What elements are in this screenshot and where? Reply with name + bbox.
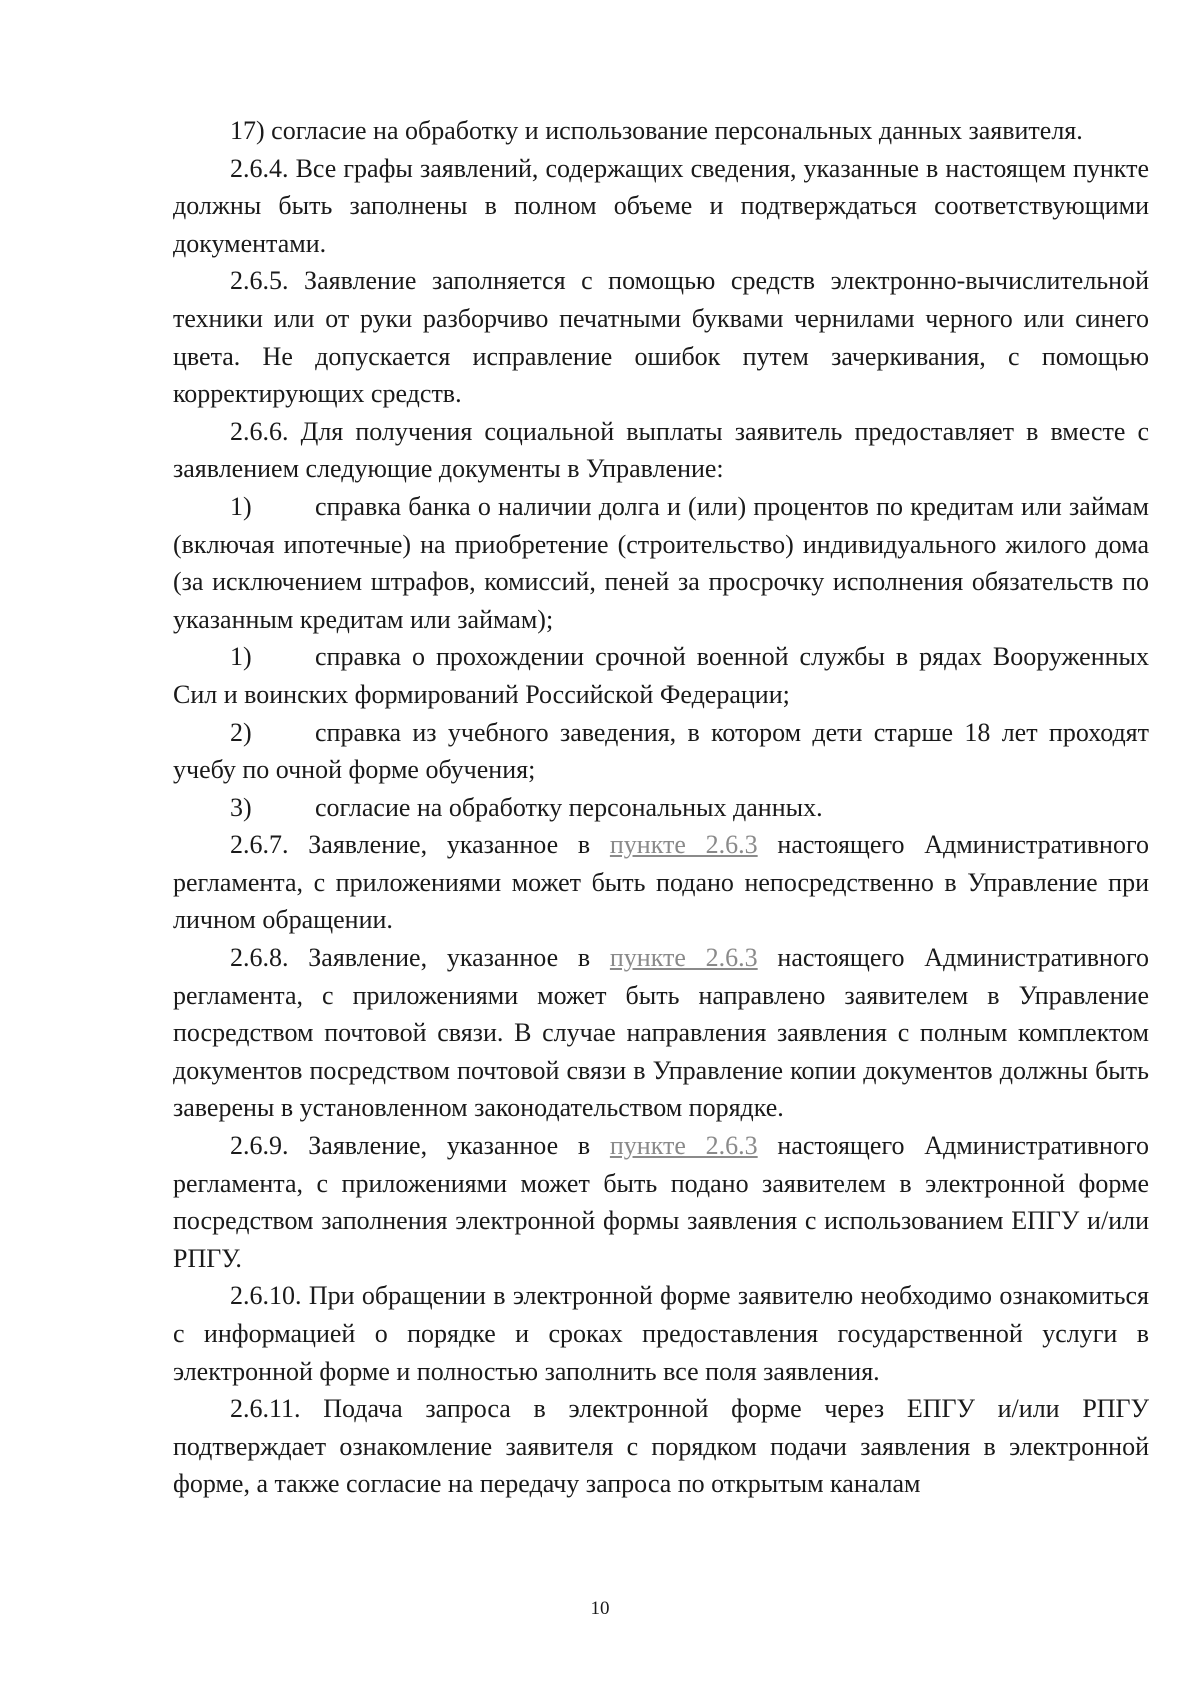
clause-2-6-3-link[interactable]: пункте 2.6.3	[609, 1131, 758, 1161]
paragraph-2-6-6: 2.6.6. Для получения социальной выплаты заявитель предоставляет в вместе с заявлением следующие документы в Управление:	[173, 416, 1149, 484]
paragraph-2-6-4: 2.6.4. Все графы заявлений, содержащих сведения, указанные в настоящем пункте должны быть заполнены в полном объеме и подтверждаться соответствующими документами.	[173, 153, 1149, 258]
paragraph-text: настоящего Административного регламента, с приложениями может быть направлено заявителем в Управление посредством почтовой связи. В случае направления заявления с полным комплектом документов посредством почтовой связи в Управление копии документов должны быть заверены в установленном законодательством порядке.	[173, 943, 1149, 1123]
paragraph-2-6-11: 2.6.11. Подача запроса в электронной форме через ЕПГУ и/или РПГУ подтверждает ознакомление заявителя с порядком подачи заявления в электронной форме, а также согласие на передачу запроса по открытым каналам	[173, 1394, 1149, 1499]
paragraph-text: настоящего Административного регламента, с приложениями может быть подано заявителем в электронной форме посредством заполнения электронной формы заявления с использованием ЕПГУ и/или РПГУ.	[173, 1131, 1149, 1273]
paragraph-17: 17) согласие на обработку и использование персональных данных заявителя.	[230, 116, 1083, 145]
list-item	[173, 714, 1149, 789]
paragraph-text: 2.6.8. Заявление, указанное в	[230, 943, 610, 973]
paragraph-text: 2.6.9. Заявление, указанное в	[230, 1131, 610, 1161]
list-item-number: 1)	[230, 491, 252, 521]
paragraph-2-6-8	[173, 939, 1149, 1127]
clause-2-6-3-link[interactable]: пункте 2.6.3	[609, 943, 758, 973]
paragraph-2-6-7	[173, 826, 1149, 939]
paragraph-2-6-9	[173, 1127, 1149, 1277]
list-item-text: согласие на обработку персональных данных.	[315, 792, 823, 822]
list-item	[173, 789, 1149, 827]
list-item-number: 1)	[230, 642, 252, 672]
paragraph-text: настоящего Административного регламента, с приложениями может быть подано непосредственно в Управление при личном обращении.	[173, 830, 1149, 935]
paragraph-2-6-10: 2.6.10. При обращении в электронной форме заявителю необходимо ознакомиться с информацией о порядке и сроках предоставления государственной услуги в электронной форме и полностью заполнить все поля заявления.	[173, 1281, 1149, 1386]
list-item-text: справка из учебного заведения, в котором дети старше 18 лет проходят учебу по очной форме обучения;	[173, 717, 1149, 785]
paragraph-text: 2.6.7. Заявление, указанное в	[230, 830, 610, 860]
list-item-number: 3)	[230, 792, 252, 822]
list-item	[173, 488, 1149, 638]
list-item-text: справка банка о наличии долга и (или) процентов по кредитам или займам (включая ипотечные) на приобретение (строительство) индивидуального жилого дома (за исключением штрафов, комиссий, пеней за просрочку исполнения обязательств по указанным кредитам или займам);	[173, 491, 1149, 634]
paragraph-2-6-5: 2.6.5. Заявление заполняется с помощью средств электронно-вычислительной техники или от руки разборчиво печатными буквами чернилами черного или синего цвета. Не допускается исправление ошибок путем зачеркивания, с помощью корректирующих средств.	[173, 266, 1149, 409]
clause-2-6-3-link[interactable]: пункте 2.6.3	[609, 830, 758, 860]
list-item-number: 2)	[230, 717, 252, 747]
list-item-text: справка о прохождении срочной военной службы в рядах Вооруженных Сил и воинских формирований Российской Федерации;	[173, 642, 1149, 709]
page-number: 10	[590, 1598, 610, 1619]
list-item	[173, 638, 1149, 713]
document-body	[173, 112, 1149, 1503]
